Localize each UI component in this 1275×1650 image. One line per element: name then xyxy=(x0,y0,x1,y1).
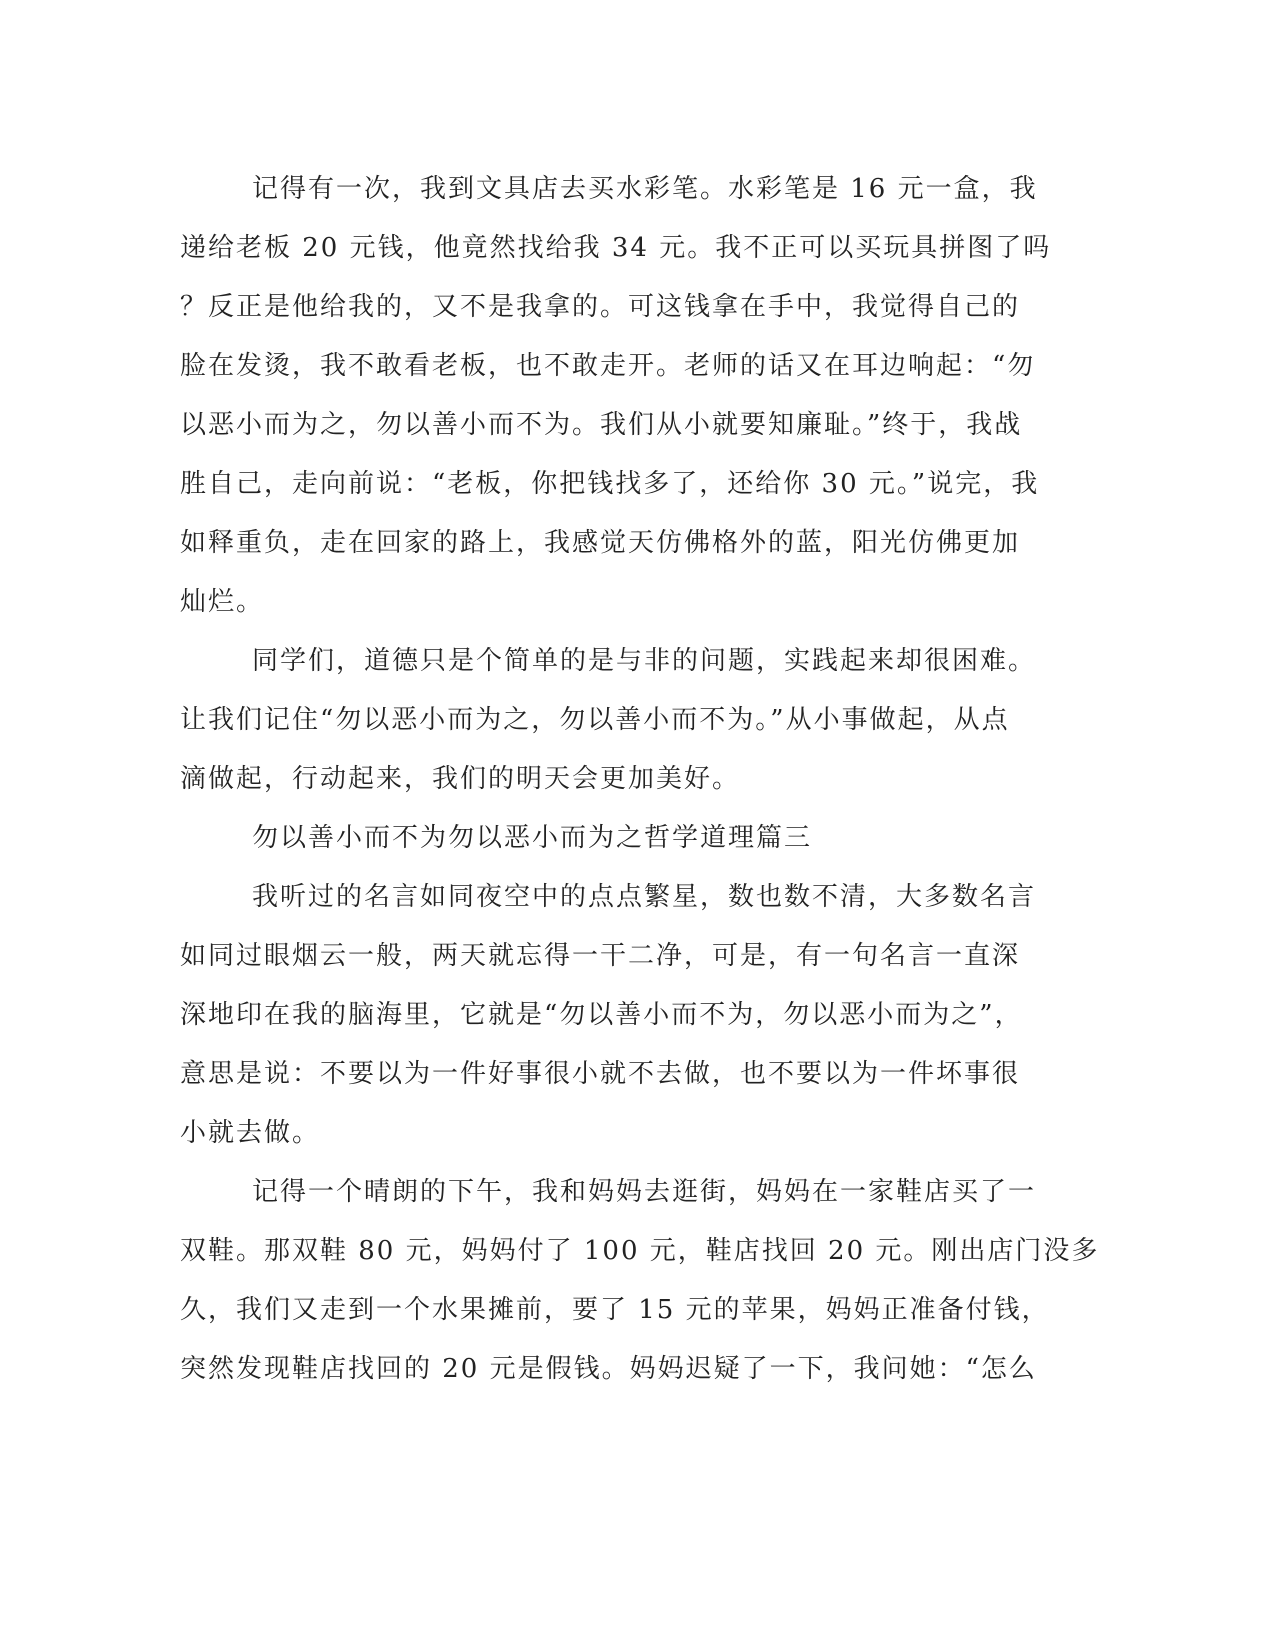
text-line: 记得一个晴朗的下午，我和妈妈去逛街，妈妈在一家鞋店买了一 xyxy=(252,1177,1037,1207)
text-line: 我听过的名言如同夜空中的点点繁星，数也数不清，大多数名言 xyxy=(252,882,1037,912)
document-page xyxy=(180,160,1100,1399)
text-line: 如释重负，走在回家的路上，我感觉天仿佛格外的蓝，阳光仿佛更加 xyxy=(180,528,1021,558)
text-line: 同学们，道德只是个简单的是与非的问题，实践起来却很困难。 xyxy=(252,646,1037,676)
text-line: 记得有一次，我到文具店去买水彩笔。水彩笔是 16 元一盒，我 xyxy=(252,174,1038,204)
text-line: 小就去做。 xyxy=(180,1118,321,1148)
section-heading: 勿以善小而不为勿以恶小而为之哲学道理篇三 xyxy=(252,823,813,853)
text-line: 胜自己，走向前说：“老板，你把钱找多了，还给你 30 元。”说完，我 xyxy=(180,469,1040,499)
text-line: 灿烂。 xyxy=(180,587,265,617)
text-line: ？反正是他给我的，又不是我拿的。可这钱拿在手中，我觉得自己的 xyxy=(180,292,1021,322)
text-line: 以恶小而为之，勿以善小而不为。我们从小就要知廉耻。”终于，我战 xyxy=(180,410,1023,440)
text-line: 递给老板 20 元钱，他竟然找给我 34 元。我不正可以买玩具拼图了吗 xyxy=(180,233,1052,263)
text-line: 如同过眼烟云一般，两天就忘得一干二净，可是，有一句名言一直深 xyxy=(180,941,1021,971)
text-line: 脸在发烫，我不敢看老板，也不敢走开。老师的话又在耳边响起：“勿 xyxy=(180,351,1036,381)
text-line: 突然发现鞋店找回的 20 元是假钱。妈妈迟疑了一下，我问她：“怎么 xyxy=(180,1354,1037,1384)
text-line: 意思是说：不要以为一件好事很小就不去做，也不要以为一件坏事很 xyxy=(180,1059,1021,1089)
text-line: 让我们记住“勿以恶小而为之，勿以善小而不为。”从小事做起，从点 xyxy=(180,705,1010,735)
text-line: 滴做起，行动起来，我们的明天会更加美好。 xyxy=(180,764,741,794)
text-line: 久，我们又走到一个水果摊前，要了 15 元的苹果，妈妈正准备付钱， xyxy=(180,1295,1050,1325)
text-line: 双鞋。那双鞋 80 元，妈妈付了 100 元，鞋店找回 20 元。刚出店门没多 xyxy=(180,1236,1100,1266)
text-line: 深地印在我的脑海里，它就是“勿以善小而不为，勿以恶小而为之”， xyxy=(180,1000,1023,1030)
